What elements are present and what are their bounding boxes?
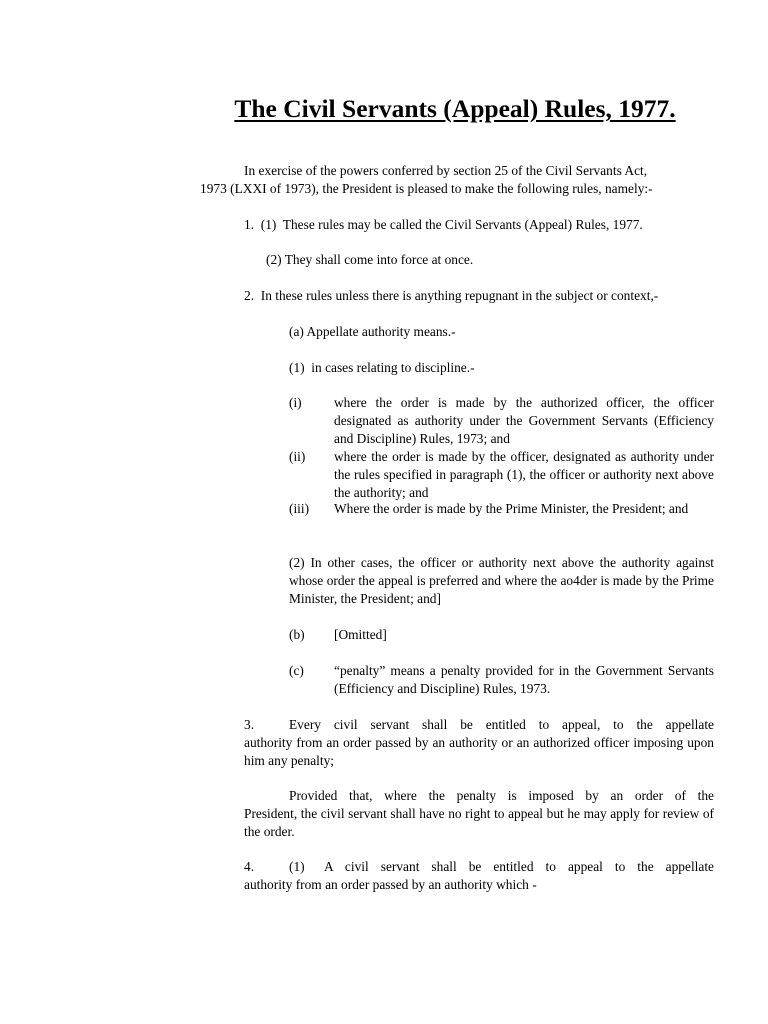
item-number: (ii) [289, 449, 306, 464]
rule-1-2: (2) They shall come into force at once. [266, 252, 474, 267]
item-number: (i) [289, 395, 302, 410]
item-number: (iii) [289, 501, 310, 516]
definition-b-text: [Omitted] [334, 627, 387, 642]
definition-a-1: (1) in cases relating to discipline.- [289, 360, 475, 375]
page-title: The Civil Servants (Appeal) Rules, 1977. [234, 94, 676, 123]
preamble-line-1: In exercise of the powers conferred by section 25 of the Civil Servants Act, [244, 163, 648, 178]
preamble-line-2: 1973 (LXXI of 1973), the President is pleased to make the following rules, namely:- [200, 181, 653, 196]
rule-2: 2. In these rules unless there is anything repugnant in the subject or context,- [244, 288, 659, 303]
definition-a-2: (2) In other cases, the officer or authority next above the authority against whose order the appeal is preferred and where the ao4der is made by the Prime Minister, the President; and] [289, 555, 714, 606]
rule-3-rest: authority from an order passed by an authority or an authorized officer imposing upon him any penalty; [244, 735, 714, 768]
rule-3-first-line: Every civil servant shall be entitled to appeal, to the appellate [289, 717, 714, 732]
item-text: where the order is made by the officer, designated as authority under the rules specified in paragraph (1), the officer or authority next above the authority; and [334, 449, 714, 500]
definition-a: (a) Appellate authority means.- [289, 324, 456, 339]
definition-c-text: “penalty” means a penalty provided for in the Government Servants (Efficiency and Discipline) Rules, 1973. [334, 663, 714, 696]
rule-4-number: 4. [244, 859, 255, 874]
definition-c-number: (c) [289, 663, 304, 678]
proviso-first-line: Provided that, where the penalty is imposed by an order of the [289, 788, 714, 803]
rule-1-1: 1. (1) These rules may be called the Civil Servants (Appeal) Rules, 1977. [244, 217, 643, 232]
rule-4-sub-number: (1) [289, 859, 305, 874]
definition-b-number: (b) [289, 627, 305, 642]
rule-4-first-line: A civil servant shall be entitled to appeal to the appellate [324, 859, 714, 874]
rule-3-number: 3. [244, 717, 255, 732]
rule-4-rest: authority from an order passed by an authority which - [244, 877, 537, 892]
proviso-rest: President, the civil servant shall have no right to appeal but he may apply for review of the order. [244, 806, 714, 839]
item-text: Where the order is made by the Prime Minister, the President; and [334, 501, 689, 516]
item-text: where the order is made by the authorized officer, the officer designated as authority under the Government Servants (Efficiency and Discipline) Rules, 1973; and [334, 395, 714, 446]
